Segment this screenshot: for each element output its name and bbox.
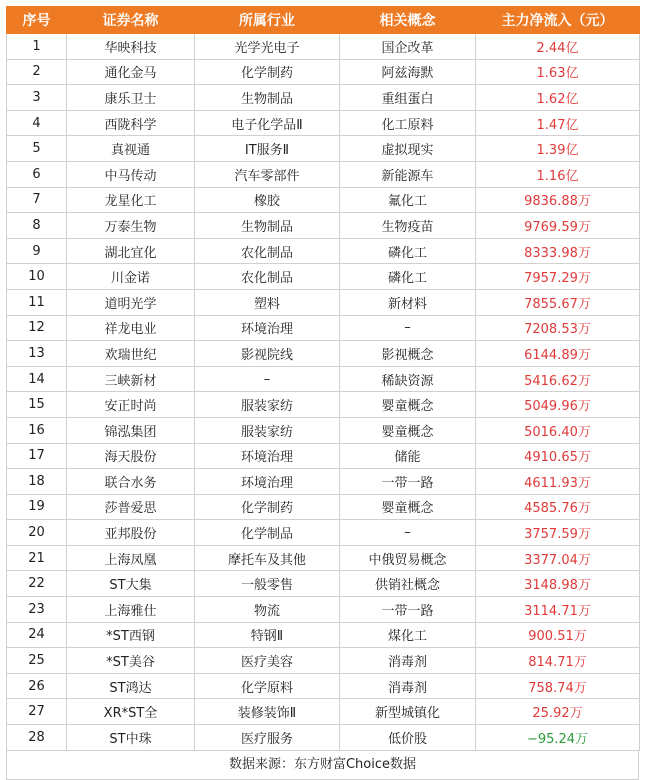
- cell-concept: 氟化工: [340, 187, 476, 213]
- cell-industry: 光学光电子: [195, 34, 340, 60]
- table-row: [7, 34, 640, 60]
- cell-net-inflow: 2.44亿: [476, 34, 640, 60]
- cell-concept: 稀缺资源: [340, 366, 476, 392]
- cell-industry: 影视院线: [195, 341, 340, 367]
- cell-net-inflow: 7208.53万: [476, 315, 640, 341]
- cell-industry: 物流: [195, 597, 340, 623]
- table-row: [7, 315, 640, 341]
- cell-industry: 汽车零部件: [195, 161, 340, 187]
- cell-security-name: 通化金马: [67, 59, 195, 85]
- cell-security-name: 湖北宜化: [67, 238, 195, 264]
- cell-security-name: 三峡新材: [67, 366, 195, 392]
- cell-concept: 煤化工: [340, 622, 476, 648]
- cell-net-inflow: 1.47亿: [476, 110, 640, 136]
- cell-net-inflow: 1.62亿: [476, 85, 640, 111]
- cell-industry: 环境治理: [195, 315, 340, 341]
- cell-industry: 生物制品: [195, 213, 340, 239]
- cell-net-inflow: 8333.98万: [476, 238, 640, 264]
- cell-security-name: 西陇科学: [67, 110, 195, 136]
- cell-security-name: 龙星化工: [67, 187, 195, 213]
- table-row: [7, 545, 640, 571]
- cell-security-name: ST鸿达: [67, 673, 195, 699]
- cell-industry: 摩托车及其他: [195, 545, 340, 571]
- cell-security-name: 川金诺: [67, 264, 195, 290]
- cell-index: 25: [7, 648, 67, 674]
- cell-security-name: 海天股份: [67, 443, 195, 469]
- cell-net-inflow: 5416.62万: [476, 366, 640, 392]
- cell-industry: 电子化学品Ⅱ: [195, 110, 340, 136]
- cell-net-inflow: 3377.04万: [476, 545, 640, 571]
- table-row: [7, 571, 640, 597]
- table-row: [7, 622, 640, 648]
- cell-index: 2: [7, 59, 67, 85]
- table-row: [7, 161, 640, 187]
- cell-net-inflow: 758.74万: [476, 673, 640, 699]
- cell-concept: 消毒剂: [340, 648, 476, 674]
- table-row: [7, 520, 640, 546]
- cell-concept: 虚拟现实: [340, 136, 476, 162]
- cell-industry: 装修装饰Ⅱ: [195, 699, 340, 725]
- cell-industry: 一般零售: [195, 571, 340, 597]
- header-industry: 所属行业: [195, 7, 340, 34]
- cell-net-inflow: 5016.40万: [476, 417, 640, 443]
- cell-concept: 低价股: [340, 725, 476, 751]
- table-row: [7, 341, 640, 367]
- table-row: [7, 187, 640, 213]
- cell-net-inflow: 7855.67万: [476, 289, 640, 315]
- table-row: [7, 110, 640, 136]
- cell-security-name: 中马传动: [67, 161, 195, 187]
- cell-concept: 一带一路: [340, 469, 476, 495]
- cell-industry: 生物制品: [195, 85, 340, 111]
- cell-concept: 婴童概念: [340, 494, 476, 520]
- cell-index: 27: [7, 699, 67, 725]
- cell-concept: 生物疫苗: [340, 213, 476, 239]
- cell-concept: 储能: [340, 443, 476, 469]
- cell-security-name: XR*ST全: [67, 699, 195, 725]
- cell-security-name: 上海凤凰: [67, 545, 195, 571]
- cell-industry: 环境治理: [195, 469, 340, 495]
- cell-industry: IT服务Ⅱ: [195, 136, 340, 162]
- cell-net-inflow: 900.51万: [476, 622, 640, 648]
- cell-concept: 中俄贸易概念: [340, 545, 476, 571]
- cell-security-name: 上海雅仕: [67, 597, 195, 623]
- table-row: [7, 264, 640, 290]
- cell-concept: 重组蛋白: [340, 85, 476, 111]
- table-row: [7, 597, 640, 623]
- cell-net-inflow: 9836.88万: [476, 187, 640, 213]
- cell-industry: 特钢Ⅱ: [195, 622, 340, 648]
- cell-index: 21: [7, 545, 67, 571]
- cell-index: 23: [7, 597, 67, 623]
- cell-security-name: 锦泓集团: [67, 417, 195, 443]
- cell-index: 10: [7, 264, 67, 290]
- cell-security-name: ST大集: [67, 571, 195, 597]
- cell-industry: 化学制药: [195, 494, 340, 520]
- cell-concept: 婴童概念: [340, 417, 476, 443]
- cell-index: 3: [7, 85, 67, 111]
- cell-index: 14: [7, 366, 67, 392]
- cell-security-name: 道明光学: [67, 289, 195, 315]
- table-row: [7, 673, 640, 699]
- table-row: [7, 469, 640, 495]
- cell-industry: 医疗美容: [195, 648, 340, 674]
- cell-concept: 新型城镇化: [340, 699, 476, 725]
- table-row: [7, 213, 640, 239]
- cell-security-name: *ST美谷: [67, 648, 195, 674]
- cell-index: 20: [7, 520, 67, 546]
- cell-security-name: 欢瑞世纪: [67, 341, 195, 367]
- table-row: [7, 238, 640, 264]
- cell-concept: –: [340, 520, 476, 546]
- cell-security-name: 联合水务: [67, 469, 195, 495]
- cell-index: 7: [7, 187, 67, 213]
- table-row: [7, 417, 640, 443]
- cell-net-inflow: 3757.59万: [476, 520, 640, 546]
- cell-index: 12: [7, 315, 67, 341]
- table-row: [7, 725, 640, 751]
- cell-net-inflow: 25.92万: [476, 699, 640, 725]
- cell-index: 11: [7, 289, 67, 315]
- table-row: [7, 289, 640, 315]
- header-net-inflow: 主力净流入（元）: [476, 7, 640, 34]
- table-row: [7, 392, 640, 418]
- table-header-row: [7, 7, 640, 34]
- cell-index: 24: [7, 622, 67, 648]
- capital-flow-table: [6, 6, 640, 751]
- cell-concept: 影视概念: [340, 341, 476, 367]
- cell-index: 26: [7, 673, 67, 699]
- table-row: [7, 494, 640, 520]
- cell-industry: 服装家纺: [195, 417, 340, 443]
- capital-flow-table-container: [6, 6, 639, 780]
- cell-index: 8: [7, 213, 67, 239]
- cell-net-inflow: 1.63亿: [476, 59, 640, 85]
- cell-index: 1: [7, 34, 67, 60]
- cell-security-name: 亚邦股份: [67, 520, 195, 546]
- cell-concept: 新材料: [340, 289, 476, 315]
- data-source-note: 数据来源：东方财富Choice数据: [6, 751, 639, 780]
- cell-net-inflow: 3114.71万: [476, 597, 640, 623]
- cell-net-inflow: 4910.65万: [476, 443, 640, 469]
- cell-security-name: 华映科技: [67, 34, 195, 60]
- cell-concept: 磷化工: [340, 238, 476, 264]
- cell-index: 9: [7, 238, 67, 264]
- cell-industry: 农化制品: [195, 238, 340, 264]
- cell-index: 13: [7, 341, 67, 367]
- header-security-name: 证券名称: [67, 7, 195, 34]
- table-row: [7, 648, 640, 674]
- cell-index: 4: [7, 110, 67, 136]
- table-row: [7, 443, 640, 469]
- cell-net-inflow: 7957.29万: [476, 264, 640, 290]
- cell-index: 19: [7, 494, 67, 520]
- cell-index: 16: [7, 417, 67, 443]
- cell-net-inflow: 4585.76万: [476, 494, 640, 520]
- cell-industry: 化学原料: [195, 673, 340, 699]
- cell-security-name: *ST西钢: [67, 622, 195, 648]
- cell-concept: 新能源车: [340, 161, 476, 187]
- cell-industry: 橡胶: [195, 187, 340, 213]
- header-concept: 相关概念: [340, 7, 476, 34]
- cell-security-name: 莎普爱思: [67, 494, 195, 520]
- cell-concept: 一带一路: [340, 597, 476, 623]
- cell-index: 18: [7, 469, 67, 495]
- cell-net-inflow: 5049.96万: [476, 392, 640, 418]
- cell-net-inflow: 1.16亿: [476, 161, 640, 187]
- cell-net-inflow: 3148.98万: [476, 571, 640, 597]
- cell-concept: 消毒剂: [340, 673, 476, 699]
- cell-index: 22: [7, 571, 67, 597]
- table-row: [7, 59, 640, 85]
- cell-concept: 磷化工: [340, 264, 476, 290]
- table-row: [7, 366, 640, 392]
- cell-industry: 塑料: [195, 289, 340, 315]
- cell-concept: –: [340, 315, 476, 341]
- header-index: 序号: [7, 7, 67, 34]
- table-row: [7, 699, 640, 725]
- cell-net-inflow: 9769.59万: [476, 213, 640, 239]
- cell-net-inflow: 4611.93万: [476, 469, 640, 495]
- cell-industry: 环境治理: [195, 443, 340, 469]
- table-row: [7, 85, 640, 111]
- cell-index: 28: [7, 725, 67, 751]
- cell-industry: 服装家纺: [195, 392, 340, 418]
- cell-concept: 阿兹海默: [340, 59, 476, 85]
- table-row: [7, 136, 640, 162]
- cell-net-inflow: −95.24万: [476, 725, 640, 751]
- cell-index: 17: [7, 443, 67, 469]
- cell-industry: 化学制药: [195, 59, 340, 85]
- cell-index: 5: [7, 136, 67, 162]
- cell-industry: 农化制品: [195, 264, 340, 290]
- cell-concept: 化工原料: [340, 110, 476, 136]
- cell-concept: 供销社概念: [340, 571, 476, 597]
- cell-industry: –: [195, 366, 340, 392]
- cell-security-name: ST中珠: [67, 725, 195, 751]
- cell-security-name: 万泰生物: [67, 213, 195, 239]
- cell-net-inflow: 814.71万: [476, 648, 640, 674]
- cell-index: 15: [7, 392, 67, 418]
- cell-security-name: 祥龙电业: [67, 315, 195, 341]
- cell-concept: 国企改革: [340, 34, 476, 60]
- cell-security-name: 真视通: [67, 136, 195, 162]
- cell-industry: 化学制品: [195, 520, 340, 546]
- cell-security-name: 康乐卫士: [67, 85, 195, 111]
- cell-net-inflow: 6144.89万: [476, 341, 640, 367]
- cell-net-inflow: 1.39亿: [476, 136, 640, 162]
- cell-security-name: 安正时尚: [67, 392, 195, 418]
- cell-industry: 医疗服务: [195, 725, 340, 751]
- cell-index: 6: [7, 161, 67, 187]
- cell-concept: 婴童概念: [340, 392, 476, 418]
